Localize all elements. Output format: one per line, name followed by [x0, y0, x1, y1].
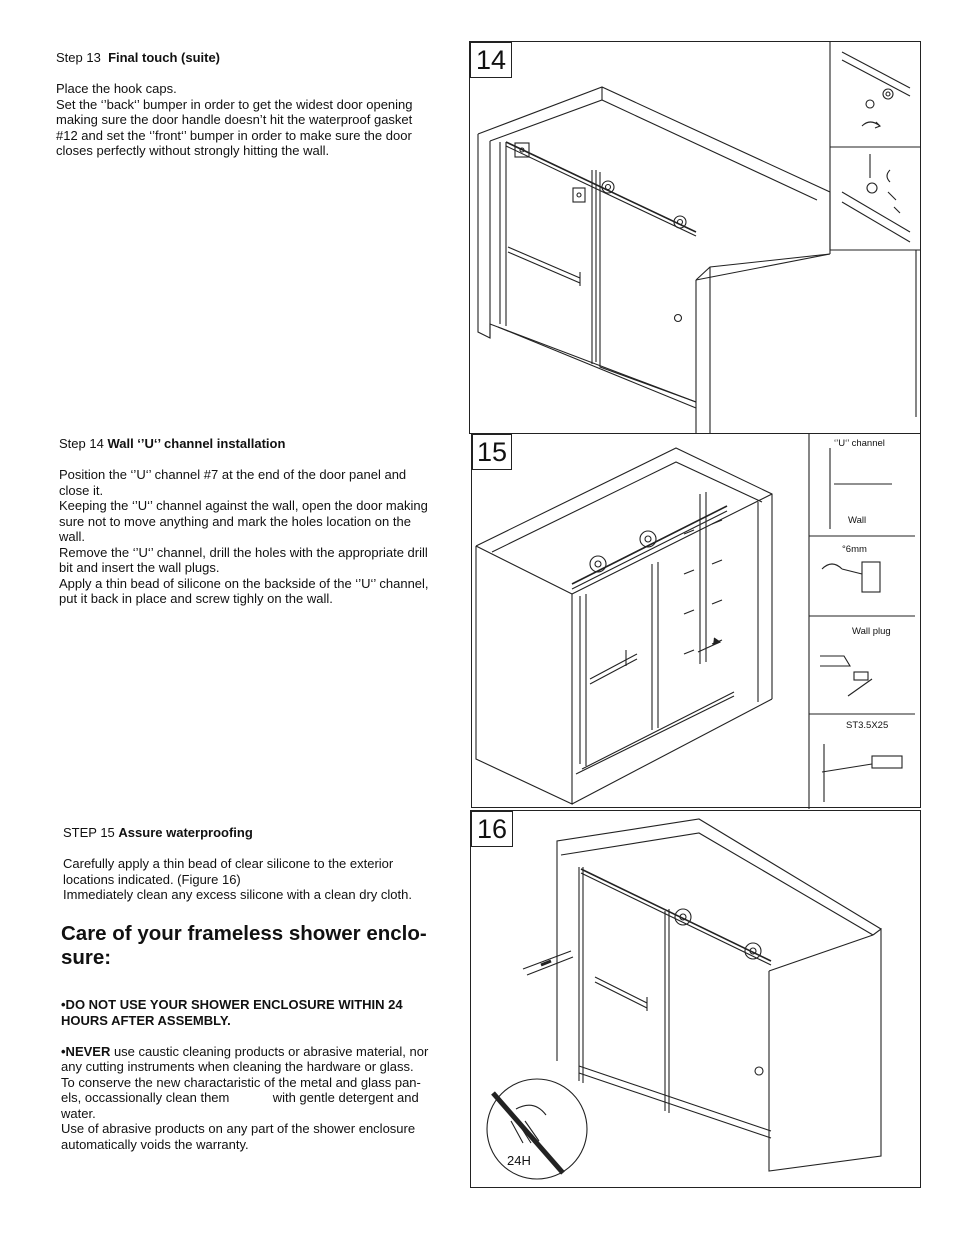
screw-label: ST3.5X25 [846, 720, 889, 731]
step14-line: wall. [59, 529, 86, 544]
step13-line: Set the ‘’back‘’ bumper in order to get the widest door opening [56, 96, 413, 112]
step15-heading [63, 825, 463, 841]
care-heading-line: sure: [61, 946, 112, 969]
step13-text [56, 50, 456, 159]
care-line: water. [61, 1105, 96, 1121]
step15-label: STEP 15 [63, 825, 115, 840]
wall-plug-label: Wall plug [852, 626, 891, 637]
step14-text [59, 436, 464, 607]
care-line: Use of abrasive products on any part of the shower enclosure [61, 1121, 416, 1136]
care-heading [61, 922, 461, 970]
step13-line: #12 and set the ‘’front‘’ bumper in order to make sure the door [56, 127, 412, 143]
figure-14 [469, 41, 921, 434]
figure-15-drawing [472, 434, 922, 809]
step13-line: making sure the door handle doesn’t hit the waterproof gasket [56, 112, 413, 127]
step14-line: close it. [59, 482, 104, 498]
step14-line: put it back in place and screw tighly on the wall. [59, 591, 333, 606]
u-channel-label: ‘’U‘’ channel [834, 438, 885, 449]
care-never [61, 1044, 463, 1060]
step13-label: Step 13 [56, 50, 101, 65]
wall-label: Wall [848, 515, 867, 526]
step14-line: Remove the ‘’U‘’ channel, drill the holes with the appropriate drill [59, 544, 428, 560]
figure-15 [471, 433, 921, 808]
care-line: any cutting instruments when cleaning the hardware or glass. [61, 1059, 414, 1074]
step14-line: sure not to move anything and mark the holes location on the [59, 513, 411, 529]
figure-14-number: 14 [470, 42, 512, 78]
figure-14-drawing [470, 42, 922, 435]
care-text [61, 997, 463, 1152]
step15-line: Immediately clean any excess silicone with a clean dry cloth. [63, 887, 412, 902]
care-line: els, occassionally clean them with gentle detergent and [61, 1090, 419, 1105]
care-never-bold: •NEVER [61, 1043, 111, 1059]
step15-line: Carefully apply a thin bead of clear silicone to the exterior [63, 856, 394, 871]
drill-size-label: °6mm [842, 544, 867, 555]
step15-line: locations indicated. (Figure 16) [63, 871, 241, 887]
step15-text [63, 825, 463, 903]
figure-16-number: 16 [471, 811, 513, 847]
figure-16 [470, 810, 921, 1188]
step14-label: Step 14 [59, 436, 104, 451]
care-heading-line: Care of your frameless shower enclo- [61, 922, 427, 945]
step13-title: Final touch (suite) [108, 50, 221, 65]
step13-heading [56, 50, 456, 66]
24h-badge: 24H [507, 1153, 531, 1168]
care-warning: HOURS AFTER ASSEMBLY. [61, 1012, 231, 1028]
step13-line: closes perfectly without strongly hitting the wall. [56, 143, 330, 158]
step14-title: Wall ‘’U‘’ channel installation [107, 436, 286, 451]
care-warning: •DO NOT USE YOUR SHOWER ENCLOSURE WITHIN 24 [61, 997, 403, 1012]
care-line: automatically voids the warranty. [61, 1136, 249, 1152]
step14-line: Apply a thin bead of silicone on the backside of the ‘’U‘’ channel, [59, 575, 429, 591]
step14-line: Position the ‘’U‘’ channel #7 at the end of the door panel and [59, 467, 407, 482]
care-line: To conserve the new charactaristic of the metal and glass pan- [61, 1074, 421, 1090]
step15-title: Assure waterproofing [118, 825, 253, 840]
figure-16-drawing [471, 811, 922, 1189]
care-never-text: use caustic cleaning products or abrasive material, nor [110, 1043, 429, 1059]
step14-line: bit and insert the wall plugs. [59, 560, 220, 575]
figure-15-number: 15 [472, 434, 512, 470]
step13-line: Place the hook caps. [56, 81, 177, 96]
step14-line: Keeping the ‘’U‘’ channel against the wall, open the door making [59, 498, 428, 513]
step14-heading [59, 436, 464, 452]
